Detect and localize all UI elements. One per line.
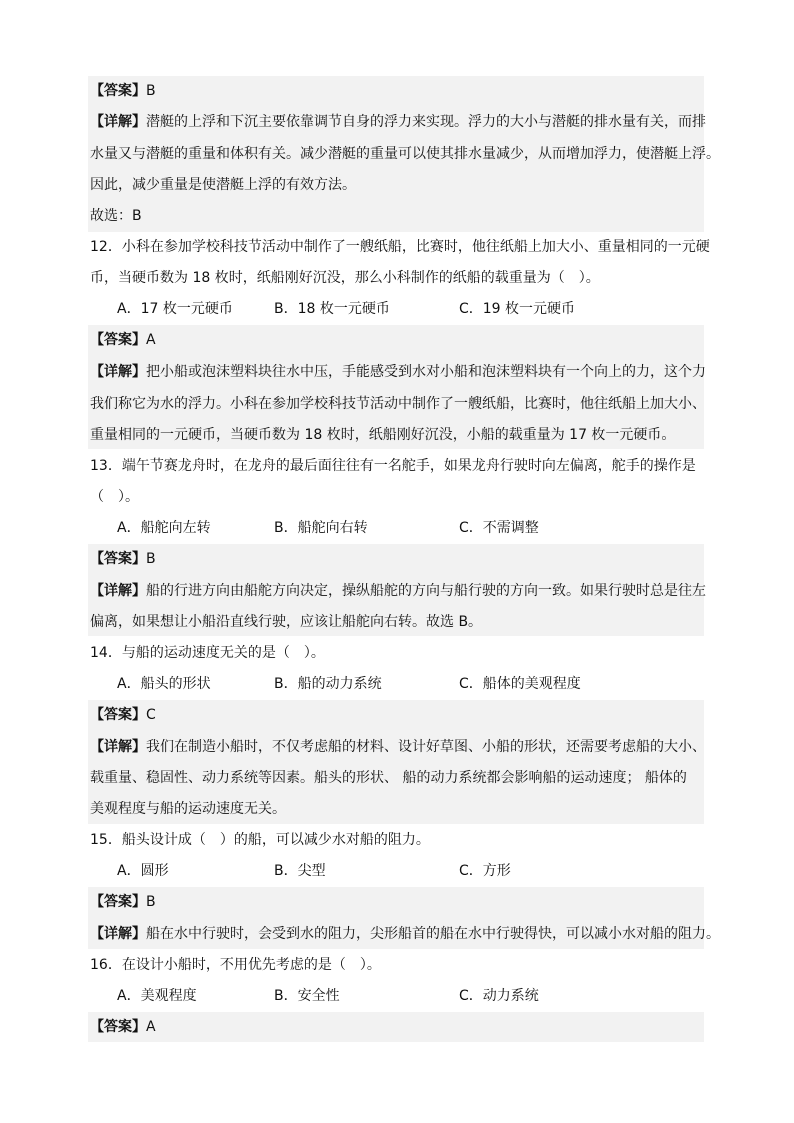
option-a: A．17 枚一元硬币 — [117, 301, 233, 317]
detail-text: 重量相同的一元硬币，当硬币数为 18 枚时，纸船刚好沉没，小船的载重量为 17 枚一元硬币。 — [90, 427, 676, 443]
question-stem: 币，当硬币数为 18 枚时，纸船刚好沉没，那么小科制作的纸船的载重量为（ ）。 — [90, 270, 600, 286]
question-stem: （ ）。 — [90, 489, 139, 505]
question-stem: 14．与船的运动速度无关的是（ ）。 — [90, 645, 325, 661]
detail-line — [90, 364, 706, 380]
option-b: B．18 枚一元硬币 — [274, 301, 390, 317]
detail-tag: 【详解】 — [90, 926, 146, 942]
detail-text: 美观程度与船的运动速度无关。 — [90, 801, 286, 817]
detail-line — [90, 926, 720, 942]
answer-tag: 【答案】 — [90, 1019, 146, 1035]
detail-tag: 【详解】 — [90, 583, 146, 599]
option-a: A．船头的形状 — [117, 676, 211, 692]
option-c: C．不需调整 — [459, 520, 539, 536]
detail-line — [90, 114, 706, 130]
option-c: C．方形 — [459, 863, 511, 879]
answer-tag: 【答案】 — [90, 894, 146, 910]
detail-text: 载重量、稳固性、动力系统等因素。船头的形状、 船的动力系统都会影响船的运动速度； 船体的 — [90, 770, 687, 786]
detail-tag: 【详解】 — [90, 114, 146, 130]
answer-tag: 【答案】 — [90, 707, 146, 723]
detail-text: 把小船或泡沫塑料块往水中压，手能感受到水对小船和泡沫塑料块有一个向上的力，这个力 — [146, 364, 706, 380]
option-c: C．19 枚一元硬币 — [459, 301, 576, 317]
option-a: A．圆形 — [117, 863, 169, 879]
answer-line — [90, 551, 156, 567]
detail-tag: 【详解】 — [90, 364, 146, 380]
detail-text: 我们称它为水的浮力。小科在参加学校科技节活动中制作了一艘纸船，比赛时，他往纸船上加大小、 — [90, 396, 706, 412]
conclusion-text: 故选：B — [90, 208, 142, 224]
question-stem: 12．小科在参加学校科技节活动中制作了一艘纸船，比赛时，他往纸船上加大小、重量相同的一元硬 — [90, 239, 710, 255]
detail-text: 因此，减少重量是使潜艇上浮的有效方法。 — [90, 177, 356, 193]
answer-value: B — [146, 551, 156, 567]
question-stem: 15．船头设计成（ ）的船，可以减少水对船的阻力。 — [90, 832, 430, 848]
answer-value: B — [146, 894, 156, 910]
answer-value: B — [146, 83, 156, 99]
answer-line — [90, 1019, 156, 1035]
detail-text: 船的行进方向由船舵方向决定，操纵船舵的方向与船行驶的方向一致。如果行驶时总是往左 — [146, 583, 706, 599]
answer-line — [90, 894, 156, 910]
answer-line — [90, 83, 156, 99]
option-a: A．船舵向左转 — [117, 520, 211, 536]
detail-line — [90, 739, 706, 755]
detail-text: 我们在制造小船时，不仅考虑船的材料、设计好草图、小船的形状，还需要考虑船的大小、 — [146, 739, 706, 755]
detail-line — [90, 583, 706, 599]
detail-text: 水量又与潜艇的重量和体积有关。减少潜艇的重量可以使其排水量减少，从而增加浮力，使潜艇上浮。 — [90, 146, 720, 162]
question-stem: 13．端午节赛龙舟时，在龙舟的最后面往往有一名舵手，如果龙舟行驶时向左偏离，舵手的操作是 — [90, 458, 696, 474]
answer-value: A — [146, 332, 156, 348]
answer-line — [90, 332, 156, 348]
detail-text: 偏离，如果想让小船沿直线行驶，应该让船舵向右转。故选 B。 — [90, 614, 483, 630]
detail-tag: 【详解】 — [90, 739, 146, 755]
option-b: B．尖型 — [274, 863, 326, 879]
option-c: C．动力系统 — [459, 988, 539, 1004]
option-b: B．船舵向右转 — [274, 520, 368, 536]
answer-tag: 【答案】 — [90, 83, 146, 99]
option-b: B．安全性 — [274, 988, 340, 1004]
question-stem: 16．在设计小船时，不用优先考虑的是（ ）。 — [90, 957, 381, 973]
answer-value: C — [146, 707, 156, 723]
detail-text: 船在水中行驶时，会受到水的阻力，尖形船首的船在水中行驶得快，可以减小水对船的阻力。 — [146, 926, 720, 942]
detail-text: 潜艇的上浮和下沉主要依靠调节自身的浮力来实现。浮力的大小与潜艇的排水量有关，而排 — [146, 114, 706, 130]
answer-value: A — [146, 1019, 156, 1035]
option-c: C．船体的美观程度 — [459, 676, 581, 692]
option-a: A．美观程度 — [117, 988, 197, 1004]
answer-tag: 【答案】 — [90, 332, 146, 348]
answer-block-shade — [88, 1012, 704, 1042]
answer-tag: 【答案】 — [90, 551, 146, 567]
answer-line — [90, 707, 156, 723]
option-b: B．船的动力系统 — [274, 676, 382, 692]
